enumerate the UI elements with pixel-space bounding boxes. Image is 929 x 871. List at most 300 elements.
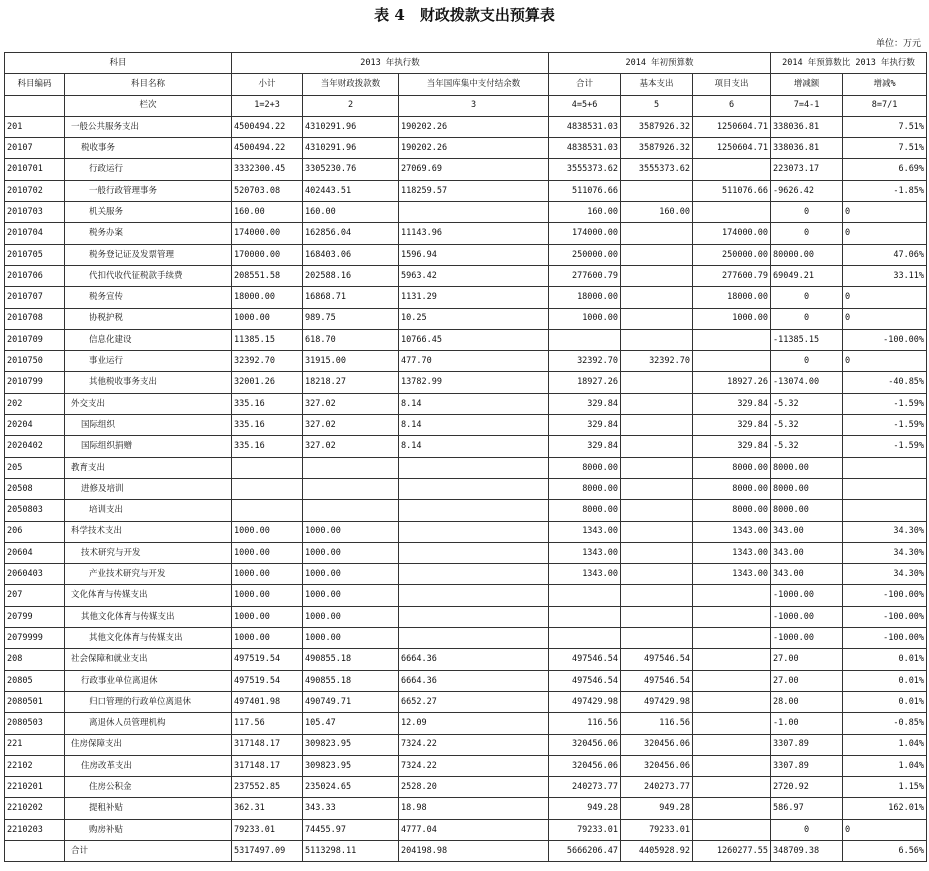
cell-value [399, 628, 549, 649]
cell-code: 20204 [5, 415, 65, 436]
cell-value: -40.85% [843, 372, 927, 393]
cell-value: 208551.58 [232, 265, 303, 286]
cell-value [399, 606, 549, 627]
cell-value [399, 564, 549, 585]
table-row [5, 713, 927, 734]
cell-value: 497519.54 [232, 649, 303, 670]
cell-value: 33.11% [843, 265, 927, 286]
cell-value: 160.00 [621, 202, 693, 223]
cell-value: 6664.36 [399, 670, 549, 691]
cell-name: 代扣代收代征税款手续费 [65, 265, 232, 286]
table-row [5, 649, 927, 670]
cell-value: 402443.51 [303, 180, 399, 201]
cell-code: 2010701 [5, 159, 65, 180]
cell-value: 3332300.45 [232, 159, 303, 180]
index-col: 4=5+6 [549, 95, 621, 116]
cell-value: 204198.98 [399, 840, 549, 861]
cell-name: 合计 [65, 840, 232, 861]
cell-value: 18927.26 [549, 372, 621, 393]
cell-name: 税务宣传 [65, 287, 232, 308]
cell-value: 1000.00 [232, 628, 303, 649]
table-body [5, 116, 927, 861]
cell-value [399, 457, 549, 478]
table-row [5, 777, 927, 798]
cell-value: 1000.00 [303, 628, 399, 649]
cell-value [693, 351, 771, 372]
cell-name: 住房保障支出 [65, 734, 232, 755]
cell-value [621, 500, 693, 521]
cell-value: 32392.70 [232, 351, 303, 372]
cell-code: 20799 [5, 606, 65, 627]
cell-code: 206 [5, 521, 65, 542]
header-subtotal: 小计 [232, 74, 303, 95]
cell-value: 1343.00 [693, 542, 771, 563]
cell-value [693, 713, 771, 734]
cell-value: -11385.15 [771, 329, 843, 350]
cell-code: 2079999 [5, 628, 65, 649]
cell-value: 497429.98 [621, 691, 693, 712]
table-row [5, 819, 927, 840]
cell-name: 国际组织捐赠 [65, 436, 232, 457]
table-row [5, 116, 927, 137]
cell-code [5, 840, 65, 861]
cell-value: -100.00% [843, 606, 927, 627]
cell-value [621, 329, 693, 350]
cell-value: 18000.00 [549, 287, 621, 308]
header-row-1 [5, 53, 927, 74]
cell-value: 511076.66 [549, 180, 621, 201]
cell-code: 2010707 [5, 287, 65, 308]
header-treasury: 当年国库集中支付结余数 [399, 74, 549, 95]
cell-value: 74455.97 [303, 819, 399, 840]
cell-value [843, 478, 927, 499]
cell-name: 协税护税 [65, 308, 232, 329]
cell-value: 0 [771, 351, 843, 372]
cell-value [693, 819, 771, 840]
index-col: 6 [693, 95, 771, 116]
cell-name: 税务登记证及发票管理 [65, 244, 232, 265]
cell-code: 2010702 [5, 180, 65, 201]
cell-value: 335.16 [232, 436, 303, 457]
table-row [5, 415, 927, 436]
table-row [5, 500, 927, 521]
table-row [5, 265, 927, 286]
cell-value: -100.00% [843, 329, 927, 350]
cell-value: 4777.04 [399, 819, 549, 840]
cell-code: 2210202 [5, 798, 65, 819]
cell-value: 18.98 [399, 798, 549, 819]
cell-name: 培训支出 [65, 500, 232, 521]
cell-name: 购房补贴 [65, 819, 232, 840]
cell-value: 329.84 [693, 393, 771, 414]
header-row-2 [5, 74, 927, 95]
cell-value: 2720.92 [771, 777, 843, 798]
table-row [5, 521, 927, 542]
table-row [5, 223, 927, 244]
cell-name: 产业技术研究与开发 [65, 564, 232, 585]
cell-value [621, 521, 693, 542]
cell-value: 69049.21 [771, 265, 843, 286]
cell-value: 32392.70 [621, 351, 693, 372]
cell-name: 提租补贴 [65, 798, 232, 819]
cell-value: 511076.66 [693, 180, 771, 201]
header-increase-amount: 增减额 [771, 74, 843, 95]
cell-value: 223073.17 [771, 159, 843, 180]
table-row [5, 457, 927, 478]
table-row [5, 138, 927, 159]
cell-value: 348709.38 [771, 840, 843, 861]
cell-value: 497401.98 [232, 691, 303, 712]
cell-value [303, 457, 399, 478]
cell-value: 329.84 [549, 393, 621, 414]
cell-value [621, 223, 693, 244]
cell-value: 1000.00 [303, 564, 399, 585]
cell-value: 168403.06 [303, 244, 399, 265]
index-col: 5 [621, 95, 693, 116]
cell-code: 20805 [5, 670, 65, 691]
cell-value: 5317497.09 [232, 840, 303, 861]
table-row [5, 691, 927, 712]
cell-value: 3555373.62 [621, 159, 693, 180]
cell-value: 329.84 [549, 415, 621, 436]
cell-value [399, 500, 549, 521]
cell-value: 497546.54 [549, 670, 621, 691]
cell-value: 0 [771, 819, 843, 840]
cell-value: 34.30% [843, 564, 927, 585]
cell-value: 317148.17 [232, 734, 303, 755]
cell-name: 行政事业单位离退休 [65, 670, 232, 691]
cell-value: 329.84 [549, 436, 621, 457]
cell-value: 0 [771, 223, 843, 244]
cell-value: -1.00 [771, 713, 843, 734]
cell-value: -1.59% [843, 415, 927, 436]
table-row [5, 308, 927, 329]
cell-value: 1343.00 [693, 564, 771, 585]
cell-value: 343.00 [771, 521, 843, 542]
cell-name: 一般行政管理事务 [65, 180, 232, 201]
cell-value: 1131.29 [399, 287, 549, 308]
cell-value: 490749.71 [303, 691, 399, 712]
cell-value [232, 500, 303, 521]
cell-value: 497546.54 [621, 649, 693, 670]
table-row [5, 798, 927, 819]
cell-value: 1250604.71 [693, 138, 771, 159]
cell-value: 327.02 [303, 415, 399, 436]
cell-code: 20508 [5, 478, 65, 499]
cell-value: 8000.00 [693, 500, 771, 521]
cell-value: 497429.98 [549, 691, 621, 712]
budget-table [4, 52, 927, 862]
cell-value: 6664.36 [399, 649, 549, 670]
cell-value [621, 478, 693, 499]
cell-value: 1000.00 [232, 542, 303, 563]
cell-value: 32001.26 [232, 372, 303, 393]
cell-value: 1000.00 [232, 521, 303, 542]
cell-code: 208 [5, 649, 65, 670]
cell-value: 6.69% [843, 159, 927, 180]
cell-value: 0.01% [843, 649, 927, 670]
cell-value: 497546.54 [621, 670, 693, 691]
cell-value: 3305230.76 [303, 159, 399, 180]
table-row [5, 755, 927, 776]
cell-value: 31915.00 [303, 351, 399, 372]
table-row [5, 542, 927, 563]
cell-value: 202588.16 [303, 265, 399, 286]
cell-name: 税收事务 [65, 138, 232, 159]
cell-name: 归口管理的行政单位离退休 [65, 691, 232, 712]
cell-value: 79233.01 [549, 819, 621, 840]
cell-value [621, 457, 693, 478]
header-exec-2013: 2013 年执行数 [232, 53, 549, 74]
table-row [5, 606, 927, 627]
cell-value: 8000.00 [693, 478, 771, 499]
cell-value: 362.31 [232, 798, 303, 819]
cell-value [693, 649, 771, 670]
cell-code: 22102 [5, 755, 65, 776]
cell-name: 技术研究与开发 [65, 542, 232, 563]
cell-value: 0 [771, 308, 843, 329]
cell-value: 3587926.32 [621, 116, 693, 137]
cell-code: 2010708 [5, 308, 65, 329]
cell-value [621, 308, 693, 329]
cell-value: 3307.89 [771, 755, 843, 776]
table-row [5, 159, 927, 180]
cell-value: 250000.00 [549, 244, 621, 265]
cell-value [399, 585, 549, 606]
cell-code: 2210201 [5, 777, 65, 798]
unit-label: 单位：万元 [875, 39, 921, 49]
cell-value: 79233.01 [621, 819, 693, 840]
cell-name: 一般公共服务支出 [65, 116, 232, 137]
cell-value: 8000.00 [549, 457, 621, 478]
cell-value: 190202.26 [399, 116, 549, 137]
cell-value: 497546.54 [549, 649, 621, 670]
header-compare: 2014 年预算数比 2013 年执行数 [771, 53, 927, 74]
cell-code: 2060403 [5, 564, 65, 585]
cell-value: -13074.00 [771, 372, 843, 393]
cell-code: 2010703 [5, 202, 65, 223]
cell-name: 文化体育与传媒支出 [65, 585, 232, 606]
index-col: 1=2+3 [232, 95, 303, 116]
cell-value: 1000.00 [303, 521, 399, 542]
cell-value: 240273.77 [549, 777, 621, 798]
cell-value: 174000.00 [693, 223, 771, 244]
cell-value [621, 542, 693, 563]
cell-value: 320456.06 [621, 734, 693, 755]
cell-value [303, 500, 399, 521]
cell-value: -9626.42 [771, 180, 843, 201]
cell-value: 10766.45 [399, 329, 549, 350]
cell-value: 586.97 [771, 798, 843, 819]
cell-value [621, 244, 693, 265]
cell-value: 18218.27 [303, 372, 399, 393]
header-total: 合计 [549, 74, 621, 95]
cell-value: 8000.00 [549, 500, 621, 521]
cell-code: 2050803 [5, 500, 65, 521]
cell-code: 221 [5, 734, 65, 755]
cell-value: 174000.00 [232, 223, 303, 244]
cell-value: 0 [771, 287, 843, 308]
cell-value [843, 500, 927, 521]
header-subject: 科目 [5, 53, 232, 74]
cell-name: 社会保障和就业支出 [65, 649, 232, 670]
index-col: 2 [303, 95, 399, 116]
cell-value: 12.09 [399, 713, 549, 734]
cell-value: -0.85% [843, 713, 927, 734]
index-label: 栏次 [65, 95, 232, 116]
cell-value: 1000.00 [303, 542, 399, 563]
cell-value: 3307.89 [771, 734, 843, 755]
cell-value: -5.32 [771, 436, 843, 457]
cell-value: 8.14 [399, 393, 549, 414]
cell-value: 5666206.47 [549, 840, 621, 861]
cell-code: 207 [5, 585, 65, 606]
cell-value: 7.51% [843, 138, 927, 159]
cell-value: 170000.00 [232, 244, 303, 265]
header-increase-pct: 增减% [843, 74, 927, 95]
cell-value [621, 606, 693, 627]
cell-value: 277600.79 [693, 265, 771, 286]
cell-value: 28.00 [771, 691, 843, 712]
table-row [5, 734, 927, 755]
cell-value: 27.00 [771, 670, 843, 691]
cell-value [549, 329, 621, 350]
cell-value: 335.16 [232, 393, 303, 414]
cell-value: 47.06% [843, 244, 927, 265]
cell-value [621, 265, 693, 286]
table-row [5, 564, 927, 585]
cell-value [693, 670, 771, 691]
cell-value: 0 [843, 223, 927, 244]
cell-value: 1000.00 [549, 308, 621, 329]
cell-value: 0.01% [843, 691, 927, 712]
cell-value [693, 691, 771, 712]
cell-value: 1000.00 [693, 308, 771, 329]
cell-name: 行政运行 [65, 159, 232, 180]
cell-name: 住房公积金 [65, 777, 232, 798]
cell-value: 6.56% [843, 840, 927, 861]
cell-value [621, 415, 693, 436]
cell-value: 618.70 [303, 329, 399, 350]
cell-value: 0 [843, 308, 927, 329]
cell-name: 进修及培训 [65, 478, 232, 499]
cell-value: 343.33 [303, 798, 399, 819]
cell-value: 1000.00 [232, 606, 303, 627]
cell-name: 事业运行 [65, 351, 232, 372]
cell-value [399, 202, 549, 223]
header-code: 科目编码 [5, 74, 65, 95]
cell-value: 1596.94 [399, 244, 549, 265]
cell-value: 174000.00 [549, 223, 621, 244]
cell-value: 1343.00 [549, 542, 621, 563]
cell-value: 27069.69 [399, 159, 549, 180]
cell-value: 250000.00 [693, 244, 771, 265]
cell-value: 160.00 [232, 202, 303, 223]
table-row [5, 202, 927, 223]
cell-value: 520703.08 [232, 180, 303, 201]
cell-value: 34.30% [843, 521, 927, 542]
cell-value [621, 372, 693, 393]
cell-value: 18927.26 [693, 372, 771, 393]
cell-value: -1000.00 [771, 628, 843, 649]
cell-value: 4405928.92 [621, 840, 693, 861]
cell-value: 477.70 [399, 351, 549, 372]
cell-value: -5.32 [771, 415, 843, 436]
cell-value [693, 606, 771, 627]
index-row [5, 95, 927, 116]
table-row [5, 436, 927, 457]
cell-value: 317148.17 [232, 755, 303, 776]
cell-value: 949.28 [549, 798, 621, 819]
cell-value: 162856.04 [303, 223, 399, 244]
cell-value [621, 628, 693, 649]
cell-code: 2010750 [5, 351, 65, 372]
cell-code: 20604 [5, 542, 65, 563]
cell-value: 240273.77 [621, 777, 693, 798]
cell-value: -1.59% [843, 393, 927, 414]
cell-value: 8000.00 [771, 478, 843, 499]
cell-value: 105.47 [303, 713, 399, 734]
cell-value: 11143.96 [399, 223, 549, 244]
cell-value: 989.75 [303, 308, 399, 329]
cell-value [693, 628, 771, 649]
cell-value [232, 478, 303, 499]
cell-value [399, 478, 549, 499]
cell-value: 327.02 [303, 393, 399, 414]
cell-value: 320456.06 [549, 734, 621, 755]
cell-value: 11385.15 [232, 329, 303, 350]
table-row [5, 351, 927, 372]
cell-value: 190202.26 [399, 138, 549, 159]
cell-value: 329.84 [693, 436, 771, 457]
index-col: 8=7/1 [843, 95, 927, 116]
cell-name: 信息化建设 [65, 329, 232, 350]
cell-value: 5963.42 [399, 265, 549, 286]
cell-value: 0 [771, 202, 843, 223]
table-row [5, 244, 927, 265]
cell-code: 2010706 [5, 265, 65, 286]
cell-name: 其他文化体育与传媒支出 [65, 606, 232, 627]
cell-value: 949.28 [621, 798, 693, 819]
cell-value [693, 777, 771, 798]
cell-value [549, 585, 621, 606]
table-row [5, 628, 927, 649]
cell-code: 202 [5, 393, 65, 414]
header-basic: 基本支出 [621, 74, 693, 95]
cell-value [621, 585, 693, 606]
cell-value: 3587926.32 [621, 138, 693, 159]
cell-value [303, 478, 399, 499]
cell-value: 0 [843, 351, 927, 372]
total-row [5, 840, 927, 861]
cell-value [693, 585, 771, 606]
cell-name: 离退休人员管理机构 [65, 713, 232, 734]
cell-value [549, 628, 621, 649]
cell-value: 320456.06 [549, 755, 621, 776]
cell-value: 8.14 [399, 436, 549, 457]
cell-value: 32392.70 [549, 351, 621, 372]
cell-value: 162.01% [843, 798, 927, 819]
cell-value: 4500494.22 [232, 138, 303, 159]
cell-value: 237552.85 [232, 777, 303, 798]
cell-value: 1000.00 [232, 308, 303, 329]
cell-value [399, 521, 549, 542]
header-name: 科目名称 [65, 74, 232, 95]
cell-value [399, 542, 549, 563]
cell-name: 教育支出 [65, 457, 232, 478]
cell-value: 116.56 [549, 713, 621, 734]
cell-code: 2210203 [5, 819, 65, 840]
